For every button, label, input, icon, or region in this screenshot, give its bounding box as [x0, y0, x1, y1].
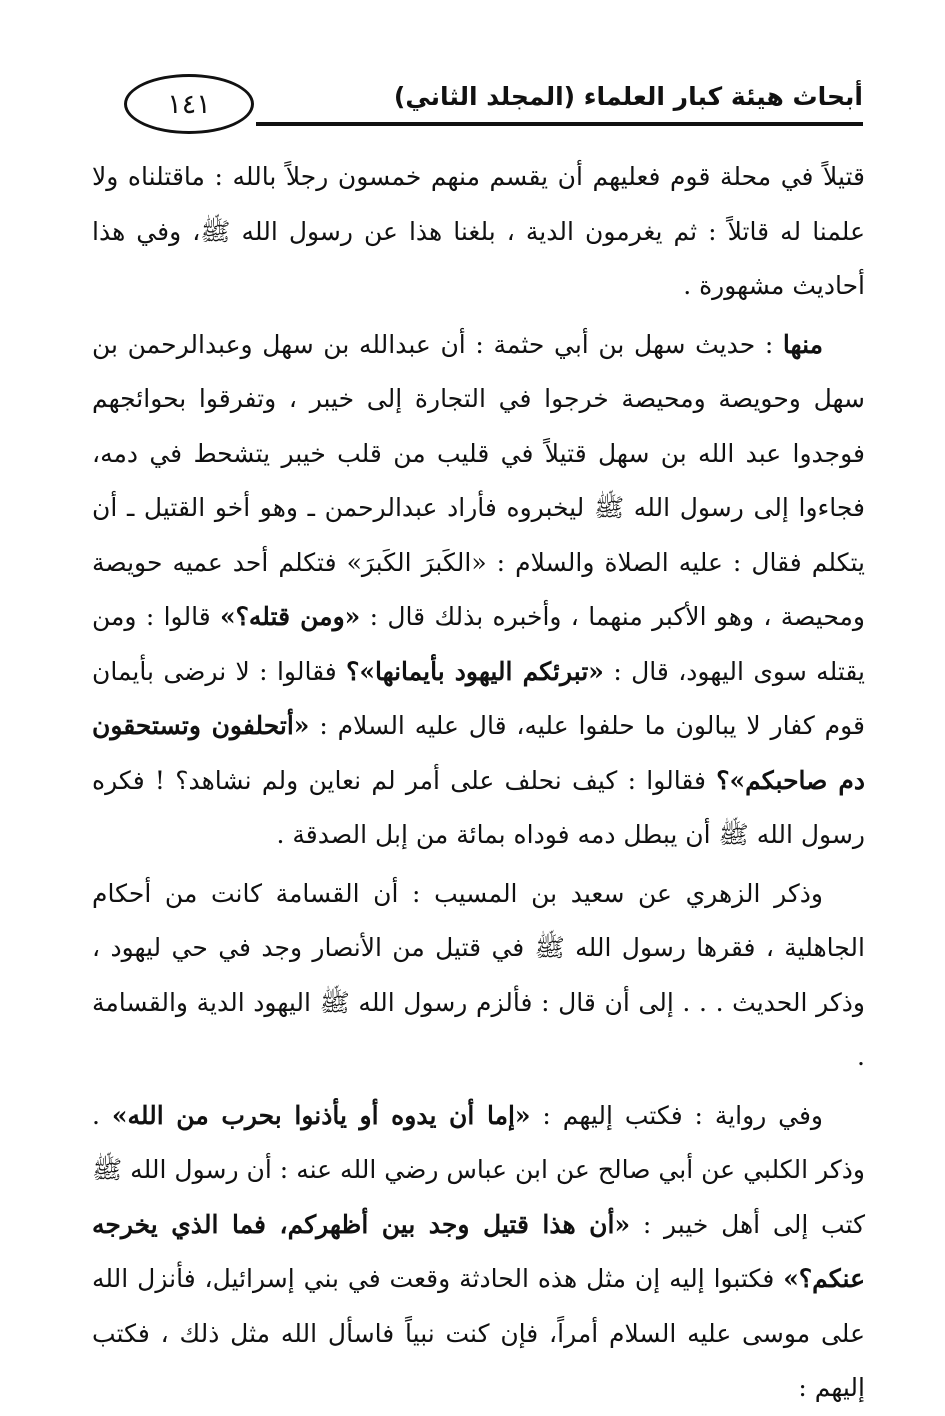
- hadith-quote: «أن هذا قتيل وجد بين أظهركم، فما الذي يخرجه عنكم؟»: [92, 1209, 865, 1293]
- page-number: ١٤١: [167, 88, 211, 120]
- hadith-quote: «ومن قتله؟»: [219, 602, 361, 631]
- hadith-quote: «أتحلفون وتستحقون دم صاحبكم»؟: [92, 711, 866, 795]
- paragraph-text: قالوا : ومن يقتله سوى اليهود، قال :: [92, 602, 865, 686]
- lead-word: منها: [782, 329, 823, 359]
- running-header-title: أبحاث هيئة كبار العلماء (المجلد الثاني): [393, 82, 863, 111]
- paragraph-text: وفي رواية : فكتب إليهم :: [530, 1100, 823, 1130]
- page-number-oval: [124, 74, 254, 134]
- page-header: [96, 70, 863, 140]
- paragraph-text: فقالوا : كيف نحلف على أمر لم نعاين ولم نشاهد؟ ! فكره رسول الله ﷺ أن يبطل دمه فوداه بمائة من إبل الصدقة .: [92, 765, 865, 849]
- paragraph: [92, 867, 865, 1085]
- page-body: [92, 150, 865, 1416]
- header-rule: [256, 122, 863, 126]
- paragraph-text: . وذكر الكلبي عن أبي صالح عن ابن عباس رضي الله عنه : أن رسول الله ﷺ كتب إلى أهل خيبر :: [92, 1100, 865, 1239]
- paragraph-text: فكتبوا إليه إن مثل هذه الحادثة وقعت في بني إسرائيل، فأنزل الله على موسى عليه السلام أمراً، فإن كنت نبياً فاسأل الله مثل ذلك ، فكتب إليهم :: [92, 1264, 865, 1402]
- hadith-quote: «تبرئكم اليهود بأيمانها»؟: [346, 656, 604, 686]
- paragraph-text: : حديث سهل بن أبي حثمة : أن عبدالله بن سهل وعبدالرحمن بن سهل وحويصة ومحيصة خرجوا في التجارة إلى خيبر ، وتفرقوا بحوائجهم فوجدوا عبد الله بن سهل قتيلاً في قليب من قلب خيبر يتشحط في دمه، فجاءوا إلى رسول الله ﷺ ليخبروه فأراد عبدالرحمن ـ وهو أخو القتيل ـ أن يتكلم فقال : عليه الصلاة والسلام : «الكَبرَ الكَبرَ» فتكلم أحد عميه حويصة ومحيصة ، وهو الأكبر منهما ، وأخبره بذلك قال :: [92, 329, 865, 631]
- paragraph: [92, 150, 865, 314]
- paragraph-text: وذكر الزهري عن سعيد بن المسيب : أن القسامة كانت من أحكام الجاهلية ، فقرها رسول الله ﷺ في قتيل من الأنصار وجد في حي ليهود ، وذكر الحديث . . . إلى أن قال : فألزم رسول الله ﷺ اليهود الدية والقسامة .: [92, 878, 865, 1071]
- paragraph-text: فقالوا : لا نرضى بأيمان قوم كفار لا يبالون ما حلفوا عليه، قال عليه السلام :: [92, 656, 865, 740]
- paragraph: [92, 1089, 865, 1416]
- paragraph: [92, 318, 865, 863]
- hadith-quote: «إما أن يدوه أو يأذنوا بحرب من الله»: [111, 1100, 531, 1130]
- paragraph-text: قتيلاً في محلة قوم فعليهم أن يقسم منهم خمسون رجلاً بالله : ماقتلناه ولا علمنا له قاتلاً : ثم يغرمون الدية ، بلغنا هذا عن رسول الله ﷺ، وفي هذا أحاديث مشهورة .: [92, 162, 865, 300]
